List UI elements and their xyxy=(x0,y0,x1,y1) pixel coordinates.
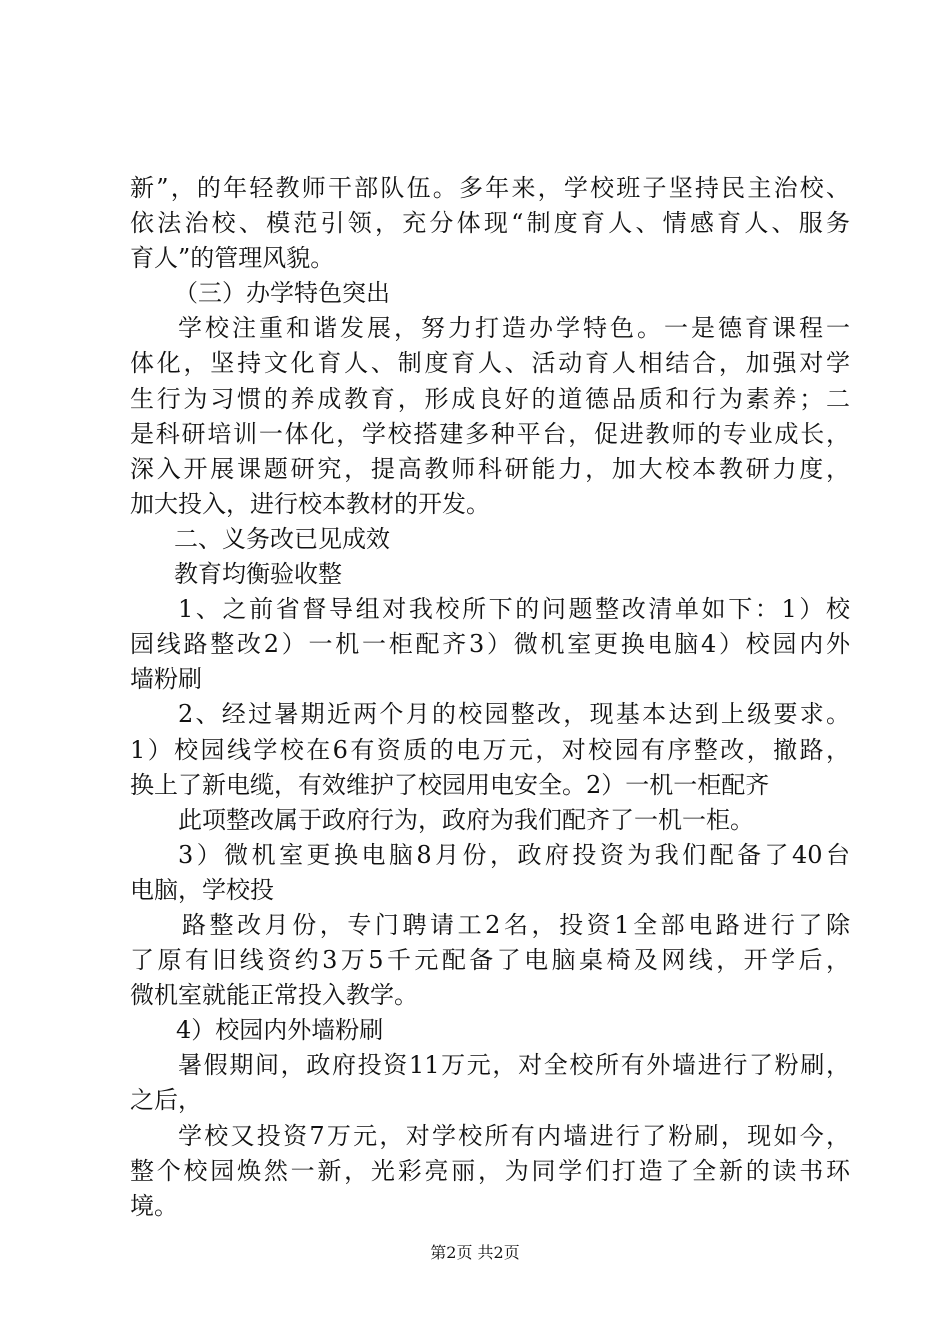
paragraph-line: 是科研培训一体化，学校搭建多种平台，促进教师的专业成长， xyxy=(130,419,850,448)
paragraph-line: 新”，的年轻教师干部队伍。多年来，学校班子坚持民主治校、 xyxy=(130,174,850,202)
paragraph-line: 育人”的管理风貌。 xyxy=(130,244,335,273)
paragraph-line: 学校又投资7万元，对学校所有内墙进行了粉刷，现如今， xyxy=(178,1121,850,1150)
paragraph-line: 1）校园线学校在6有资质的电万元，对校园有序整改，撤路， xyxy=(130,735,850,764)
paragraph-line: 暑假期间，政府投资11万元，对全校所有外墙进行了粉刷， xyxy=(178,1051,850,1080)
paragraph-line: 1、之前省督导组对我校所下的问题整改清单如下：1）校 xyxy=(178,595,850,624)
paragraph-line: 生行为习惯的养成教育，形成良好的道德品质和行为素养；二 xyxy=(130,384,850,413)
paragraph-line: 此项整改属于政府行为，政府为我们配齐了一机一柜。 xyxy=(178,805,754,834)
paragraph-line: 之后， xyxy=(130,1086,202,1115)
paragraph-line: 路整改月份，专门聘请工2名，投资1全部电路进行了除 xyxy=(182,910,850,939)
paragraph-line: 教育均衡验收整 xyxy=(174,560,342,589)
paragraph-line: 体化，坚持文化育人、制度育人、活动育人相结合，加强对学 xyxy=(130,349,850,378)
paragraph-line: 境。 xyxy=(130,1191,178,1220)
paragraph-line: 学校注重和谐发展，努力打造办学特色。一是德育课程一 xyxy=(178,314,850,343)
paragraph-line: 园线路整改2）一机一柜配齐3）微机室更换电脑4）校园内外 xyxy=(130,630,850,659)
paragraph-line: 了原有旧线资约3万5千元配备了电脑桌椅及网线，开学后， xyxy=(130,946,850,975)
paragraph-line: 整个校园焕然一新，光彩亮丽，为同学们打造了全新的读书环 xyxy=(130,1156,850,1185)
paragraph-line: 3）微机室更换电脑8月份，政府投资为我们配备了40台 xyxy=(178,840,850,869)
paragraph-line: 微机室就能正常投入教学。 xyxy=(130,981,418,1010)
paragraph-line: 电脑，学校投 xyxy=(130,875,274,904)
page-footer: 第2页 共2页 xyxy=(430,1243,520,1262)
paragraph-line: （三）办学特色突出 xyxy=(174,279,390,308)
paragraph-line: 墙粉刷 xyxy=(130,665,202,694)
paragraph-line: 二、义务改已见成效 xyxy=(174,524,390,553)
paragraph-line: 4）校园内外墙粉刷 xyxy=(176,1016,384,1045)
paragraph-line: 换上了新电缆，有效维护了校园用电安全。2）一机一柜配齐 xyxy=(130,770,770,799)
paragraph-line: 深入开展课题研究，提高教师科研能力，加大校本教研力度， xyxy=(130,454,850,483)
paragraph-line: 2、经过暑期近两个月的校园整改，现基本达到上级要求。 xyxy=(178,700,850,729)
paragraph-line: 依法治校、模范引领，充分体现“制度育人、情感育人、服务 xyxy=(130,209,850,238)
paragraph-line: 加大投入，进行校本教材的开发。 xyxy=(130,489,490,518)
document-body xyxy=(130,171,850,1224)
